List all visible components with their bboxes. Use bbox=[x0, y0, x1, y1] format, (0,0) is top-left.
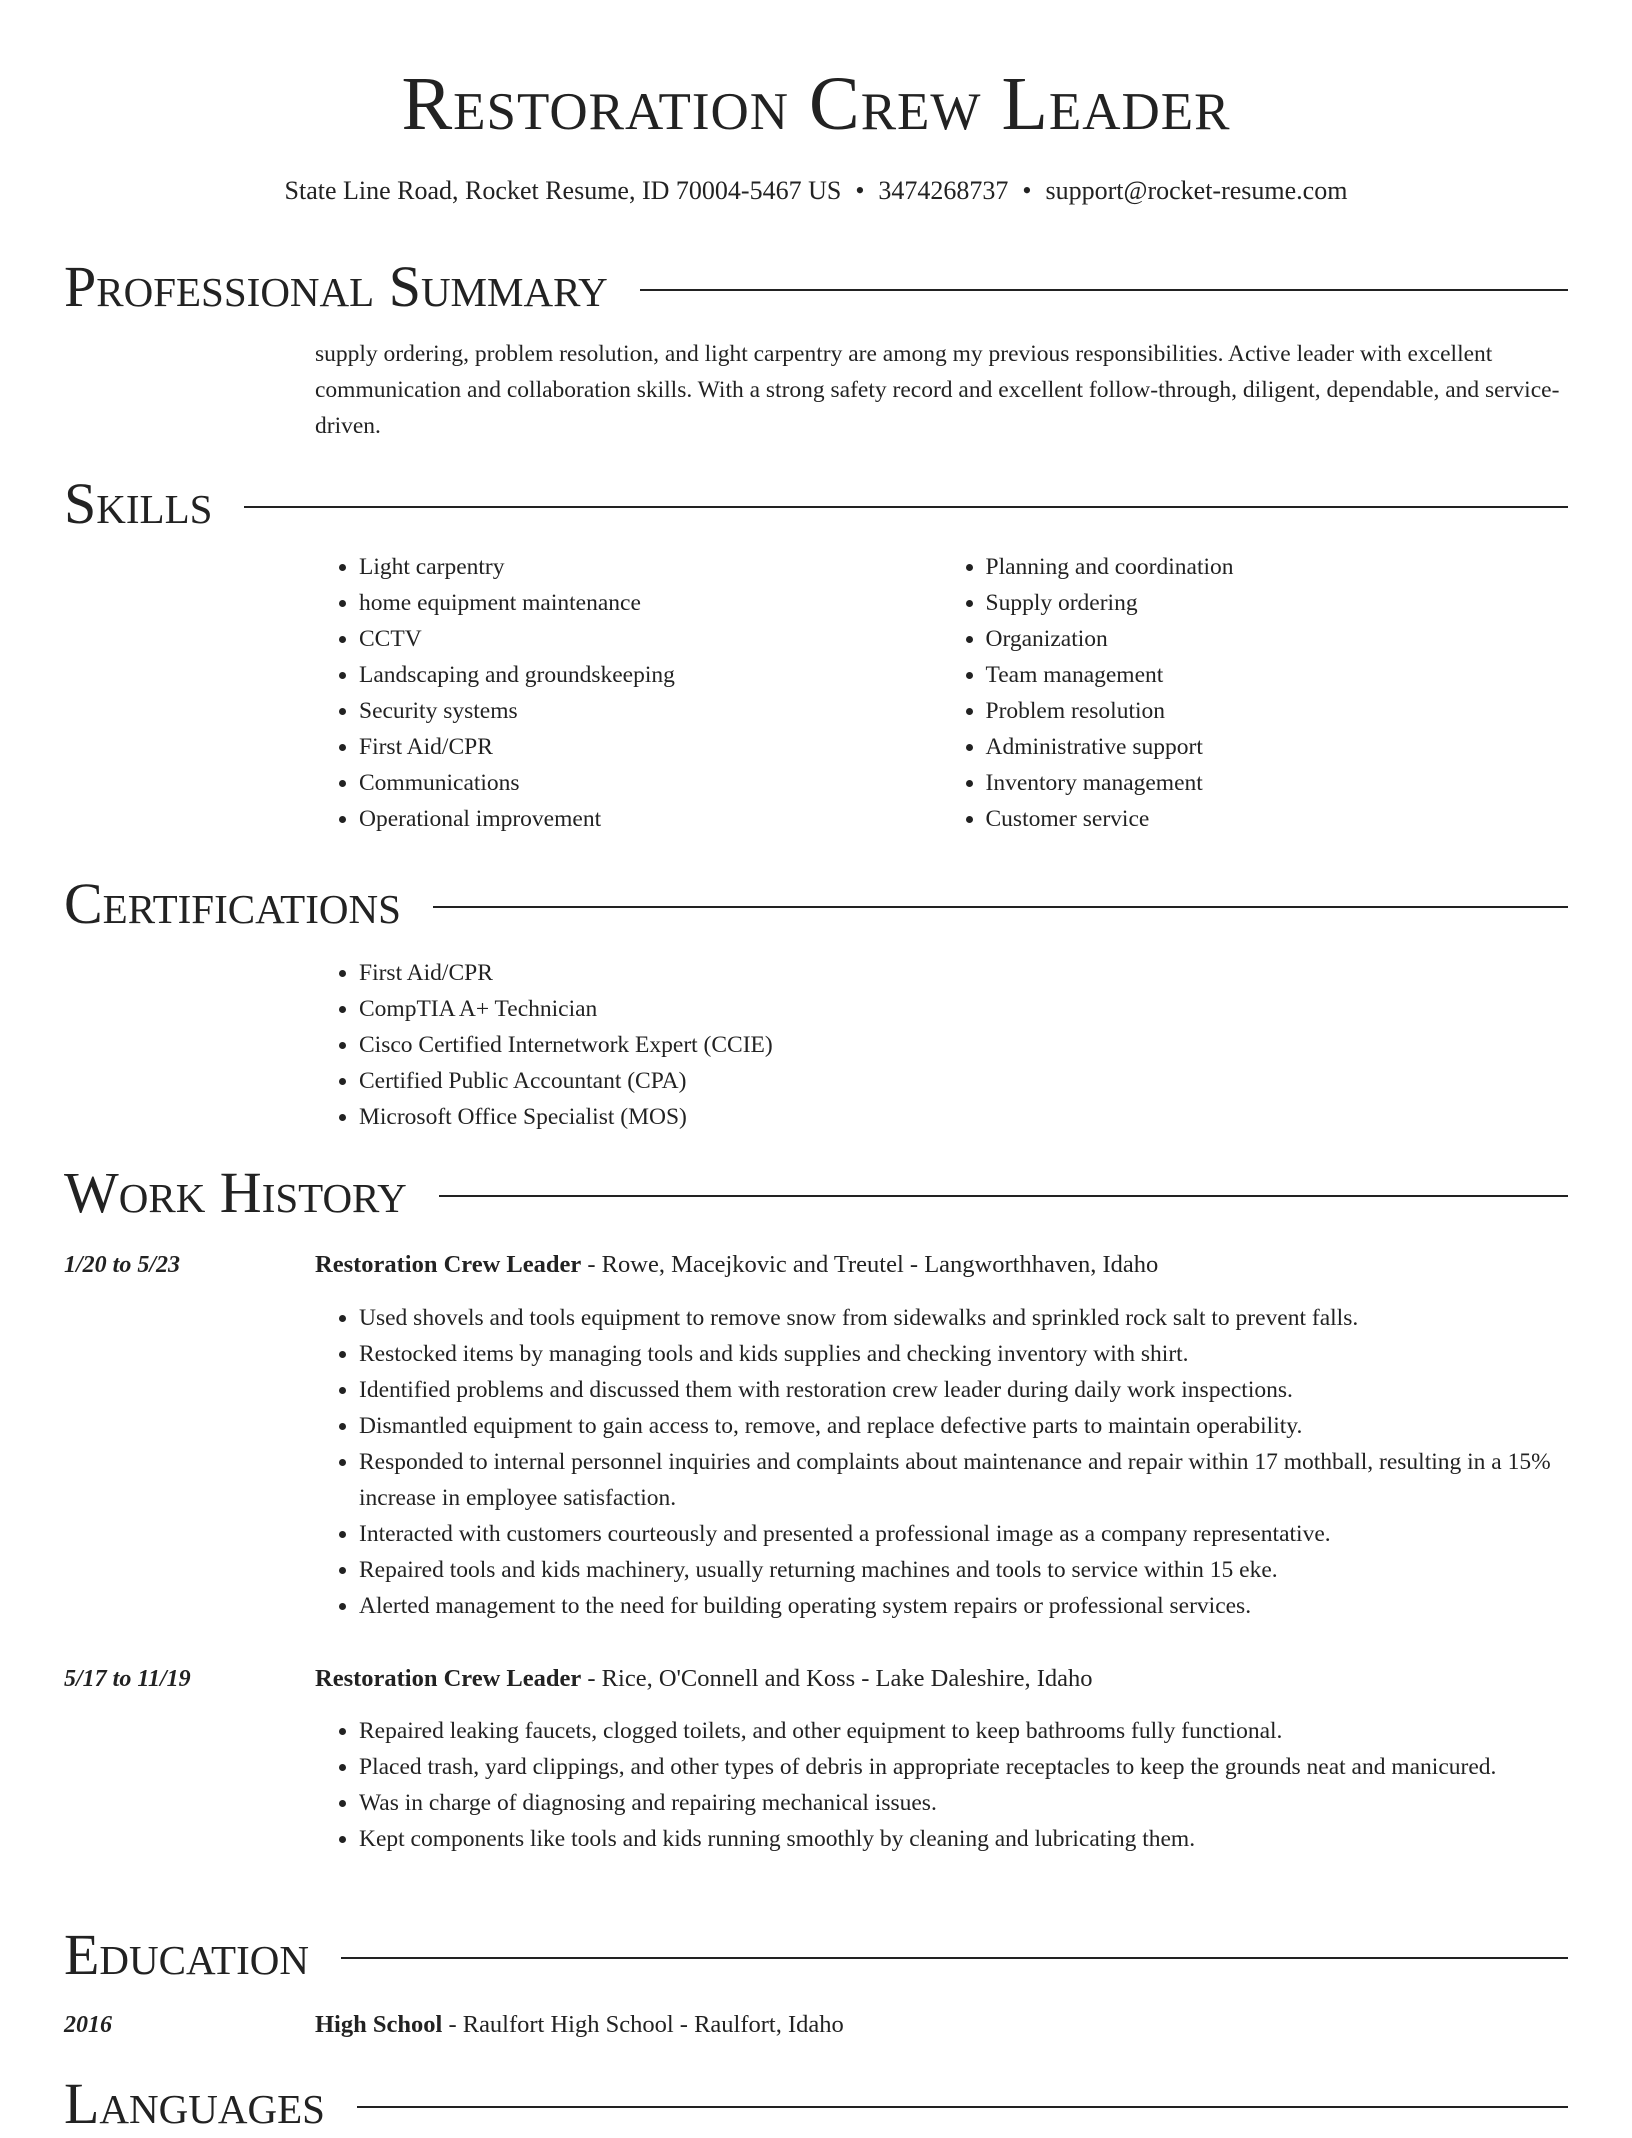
certification-item: • Certified Public Accountant (CPA) bbox=[359, 1063, 1568, 1099]
languages-heading: Languages bbox=[64, 2071, 325, 2136]
job-bullets bbox=[315, 1713, 1568, 1857]
certifications-heading: Certifications bbox=[64, 871, 401, 936]
education-heading: Education bbox=[64, 1922, 309, 1987]
certification-item: • First Aid/CPR bbox=[359, 955, 1568, 991]
job-bullet: • Repaired leaking faucets, clogged toilets, and other equipment to keep bathrooms fully functional. bbox=[359, 1713, 1568, 1749]
job-employer: - Rice, O'Connell and Koss - Lake Daleshire, Idaho bbox=[581, 1665, 1093, 1692]
certifications-content bbox=[315, 955, 1568, 1135]
job-title: Restoration Crew Leader bbox=[315, 1665, 582, 1692]
skill-item: • Team management bbox=[986, 657, 1569, 693]
education-line bbox=[315, 2007, 1568, 2043]
certification-item: • CompTIA A+ Technician bbox=[359, 991, 1568, 1027]
work-section-header bbox=[64, 1159, 1568, 1227]
skill-item: • Supply ordering bbox=[986, 585, 1569, 621]
job-bullet: • Responded to internal personnel inquiries and complaints about maintenance and repair within 17 mothball, resulting in a 15% increase in employee satisfaction. bbox=[359, 1444, 1568, 1516]
job-title-line bbox=[315, 1661, 1568, 1697]
job-bullet: • Interacted with customers courteously and presented a professional image as a company representative. bbox=[359, 1516, 1568, 1552]
skill-item: • Customer service bbox=[986, 801, 1569, 837]
job-title: Restoration Crew Leader bbox=[315, 1251, 582, 1278]
section-divider bbox=[341, 1957, 1568, 1959]
address: State Line Road, Rocket Resume, ID 70004-5467 US bbox=[284, 176, 842, 205]
skill-item: • Organization bbox=[986, 621, 1569, 657]
skill-item: • Light carpentry bbox=[359, 549, 942, 585]
summary-text: supply ordering, problem resolution, and light carpentry are among my previous responsibilities. Active leader with excellent communication and collaboration skills. With a strong safety record and excellent follow-through, diligent, dependable, and service-driven. bbox=[315, 341, 1560, 439]
job-entry bbox=[315, 1247, 1568, 1624]
job-title-line bbox=[315, 1247, 1568, 1283]
job-bullet: • Was in charge of diagnosing and repairing mechanical issues. bbox=[359, 1785, 1568, 1821]
section-divider bbox=[357, 2106, 1568, 2108]
languages-section-header bbox=[64, 2070, 1568, 2138]
job-bullet: • Placed trash, yard clippings, and other types of debris in appropriate receptacles to keep the grounds neat and manicured. bbox=[359, 1749, 1568, 1785]
section-divider bbox=[433, 906, 1568, 908]
skill-item: • Communications bbox=[359, 765, 942, 801]
education-section-header bbox=[64, 1921, 1568, 1989]
summary-heading: Professional Summary bbox=[64, 254, 608, 319]
email: support@rocket-resume.com bbox=[1045, 176, 1348, 205]
separator-2: • bbox=[1022, 176, 1032, 205]
education-school: - Raulfort High School - Raulfort, Idaho bbox=[442, 2011, 844, 2038]
skill-item: • Security systems bbox=[359, 693, 942, 729]
skill-item: • Planning and coordination bbox=[986, 549, 1569, 585]
education-year: 2016 bbox=[64, 2012, 112, 2038]
certifications-list bbox=[315, 955, 1568, 1135]
certification-item: • Cisco Certified Internetwork Expert (CCIE) bbox=[359, 1027, 1568, 1063]
job-dates: 1/20 to 5/23 bbox=[64, 1252, 181, 1278]
skill-item: • Operational improvement bbox=[359, 801, 942, 837]
section-divider bbox=[640, 289, 1568, 291]
skill-item: • Administrative support bbox=[986, 729, 1569, 765]
skill-item: • First Aid/CPR bbox=[359, 729, 942, 765]
job-bullet: • Alerted management to the need for building operating system repairs or professional services. bbox=[359, 1588, 1568, 1624]
certification-item: • Microsoft Office Specialist (MOS) bbox=[359, 1099, 1568, 1135]
job-employer: - Rowe, Macejkovic and Treutel - Langworthhaven, Idaho bbox=[581, 1251, 1159, 1278]
job-entry bbox=[315, 1661, 1568, 1857]
education-degree: High School bbox=[315, 2011, 443, 2038]
job-bullet: • Identified problems and discussed them with restoration crew leader during daily work inspections. bbox=[359, 1372, 1568, 1408]
skill-item: • home equipment maintenance bbox=[359, 585, 942, 621]
skill-item: • Inventory management bbox=[986, 765, 1569, 801]
skills-section-header bbox=[64, 470, 1568, 538]
job-bullets bbox=[315, 1300, 1568, 1624]
section-divider bbox=[439, 1195, 1568, 1197]
education-entry bbox=[315, 2007, 1568, 2043]
phone: 3474268737 bbox=[878, 176, 1009, 205]
job-bullet: • Kept components like tools and kids running smoothly by cleaning and lubricating them. bbox=[359, 1821, 1568, 1857]
job-bullet: • Restocked items by managing tools and kids supplies and checking inventory with shirt. bbox=[359, 1336, 1568, 1372]
summary-content bbox=[315, 336, 1568, 444]
job-bullet: • Used shovels and tools equipment to remove snow from sidewalks and sprinkled rock salt to prevent falls. bbox=[359, 1300, 1568, 1336]
certifications-section-header bbox=[64, 870, 1568, 938]
section-divider bbox=[244, 506, 1568, 508]
work-heading: Work History bbox=[64, 1160, 407, 1225]
skill-item: • Problem resolution bbox=[986, 693, 1569, 729]
contact-line bbox=[64, 174, 1568, 208]
skill-item: • CCTV bbox=[359, 621, 942, 657]
skill-item: • Landscaping and groundskeeping bbox=[359, 657, 942, 693]
summary-section-header bbox=[64, 253, 1568, 321]
skills-heading: Skills bbox=[64, 471, 213, 536]
job-dates: 5/17 to 11/19 bbox=[64, 1666, 191, 1692]
skills-right-column bbox=[942, 549, 1569, 837]
skills-list bbox=[315, 549, 1568, 837]
job-bullet: • Dismantled equipment to gain access to, remove, and replace defective parts to maintain operability. bbox=[359, 1408, 1568, 1444]
job-bullet: • Repaired tools and kids machinery, usually returning machines and tools to service within 15 eke. bbox=[359, 1552, 1568, 1588]
candidate-name: Restoration Crew Leader bbox=[401, 62, 1231, 146]
skills-left-column bbox=[315, 549, 942, 837]
separator-1: • bbox=[855, 176, 865, 205]
